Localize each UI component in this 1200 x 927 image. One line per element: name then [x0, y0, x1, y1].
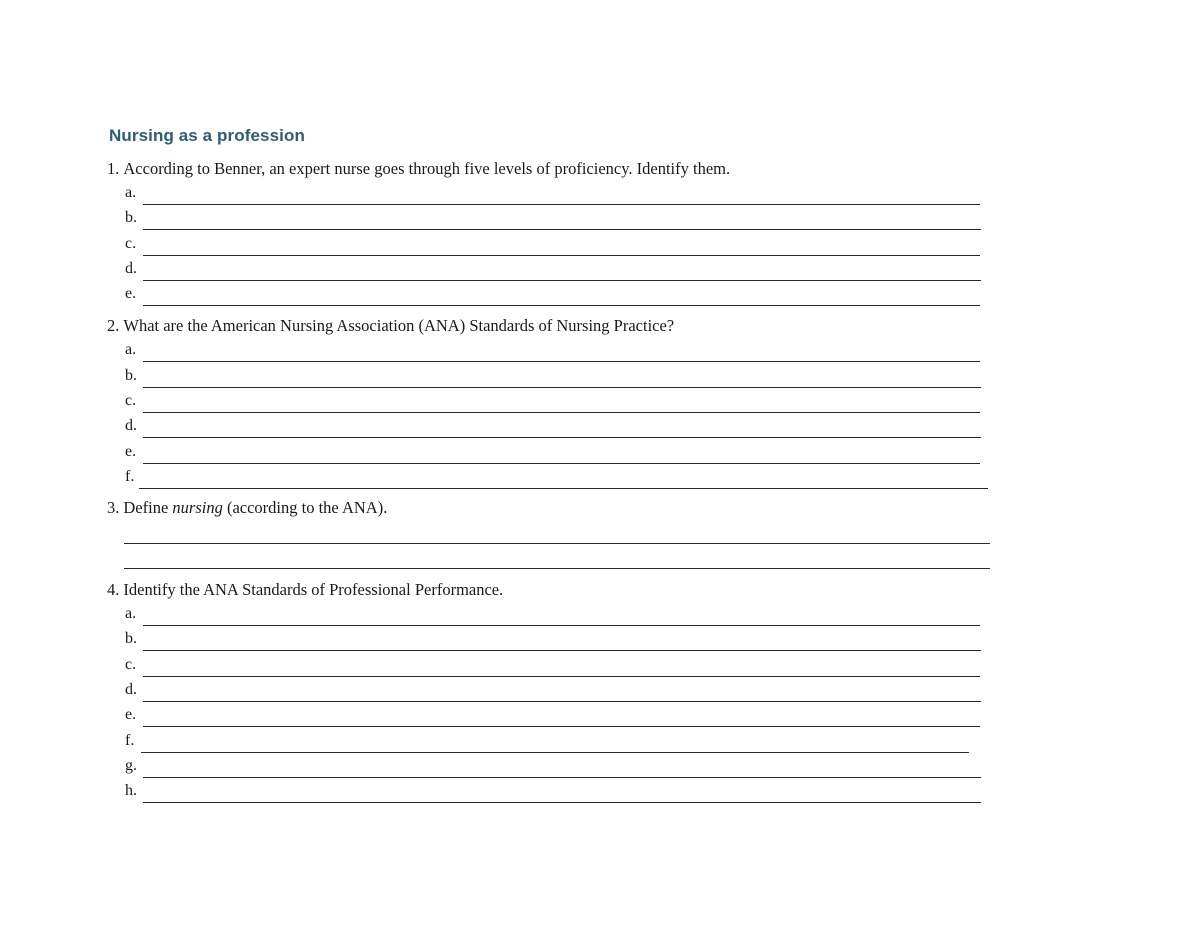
blank-line: [143, 437, 981, 438]
blank-line: [139, 488, 988, 489]
answer-label: c.: [125, 235, 137, 252]
answer-label: e.: [125, 443, 137, 460]
question-number: 2.: [107, 316, 120, 335]
question-text: According to Benner, an expert nurse goes through five levels of proficiency. Identify them.: [123, 159, 731, 178]
answer-label: e.: [125, 706, 137, 723]
question-number: 3.: [107, 498, 120, 517]
question-number: 4.: [107, 580, 120, 599]
answer-label: a.: [125, 184, 137, 201]
blank-line: [141, 752, 969, 753]
question-text-prefix: Define: [123, 498, 169, 517]
blank-line: [143, 676, 980, 677]
blank-line: [143, 463, 980, 464]
blank-line: [143, 204, 980, 205]
answer-label: a.: [125, 605, 137, 622]
answer-label: d.: [125, 681, 137, 698]
answer-label: e.: [125, 285, 137, 302]
answer-label: c.: [125, 656, 137, 673]
question-1: [107, 159, 730, 179]
blank-line: [143, 387, 981, 388]
question-3: [107, 498, 387, 518]
blank-line: [143, 701, 981, 702]
answer-label: g.: [125, 757, 137, 774]
answer-label: b.: [125, 209, 137, 226]
question-text: What are the American Nursing Association (ANA) Standards of Nursing Practice?: [123, 316, 675, 335]
answer-label: b.: [125, 630, 137, 647]
answer-label: b.: [125, 367, 137, 384]
question-4: [107, 580, 503, 600]
answer-label: h.: [125, 782, 137, 799]
answer-label: a.: [125, 341, 137, 358]
question-2: [107, 316, 674, 336]
blank-line: [143, 229, 981, 230]
question-number: 1.: [107, 159, 120, 178]
blank-line: [143, 650, 981, 651]
answer-line[interactable]: [124, 568, 990, 569]
blank-line: [143, 280, 981, 281]
answer-label: c.: [125, 392, 137, 409]
answer-label: d.: [125, 417, 137, 434]
answer-label: d.: [125, 260, 137, 277]
blank-line: [143, 802, 981, 803]
blank-line: [143, 305, 980, 306]
answer-line[interactable]: [124, 543, 990, 544]
blank-line: [143, 255, 980, 256]
blank-line: [143, 726, 980, 727]
blank-line: [143, 625, 980, 626]
answer-label: f.: [125, 468, 135, 485]
blank-line: [143, 361, 980, 362]
blank-line: [143, 777, 981, 778]
question-text: Identify the ANA Standards of Professional Performance.: [123, 580, 504, 599]
question-text-suffix: (according to the ANA).: [226, 498, 388, 517]
section-heading: Nursing as a profession: [109, 126, 305, 145]
question-text-emphasis: nursing: [172, 498, 223, 517]
blank-line: [143, 412, 980, 413]
answer-label: f.: [125, 732, 135, 749]
